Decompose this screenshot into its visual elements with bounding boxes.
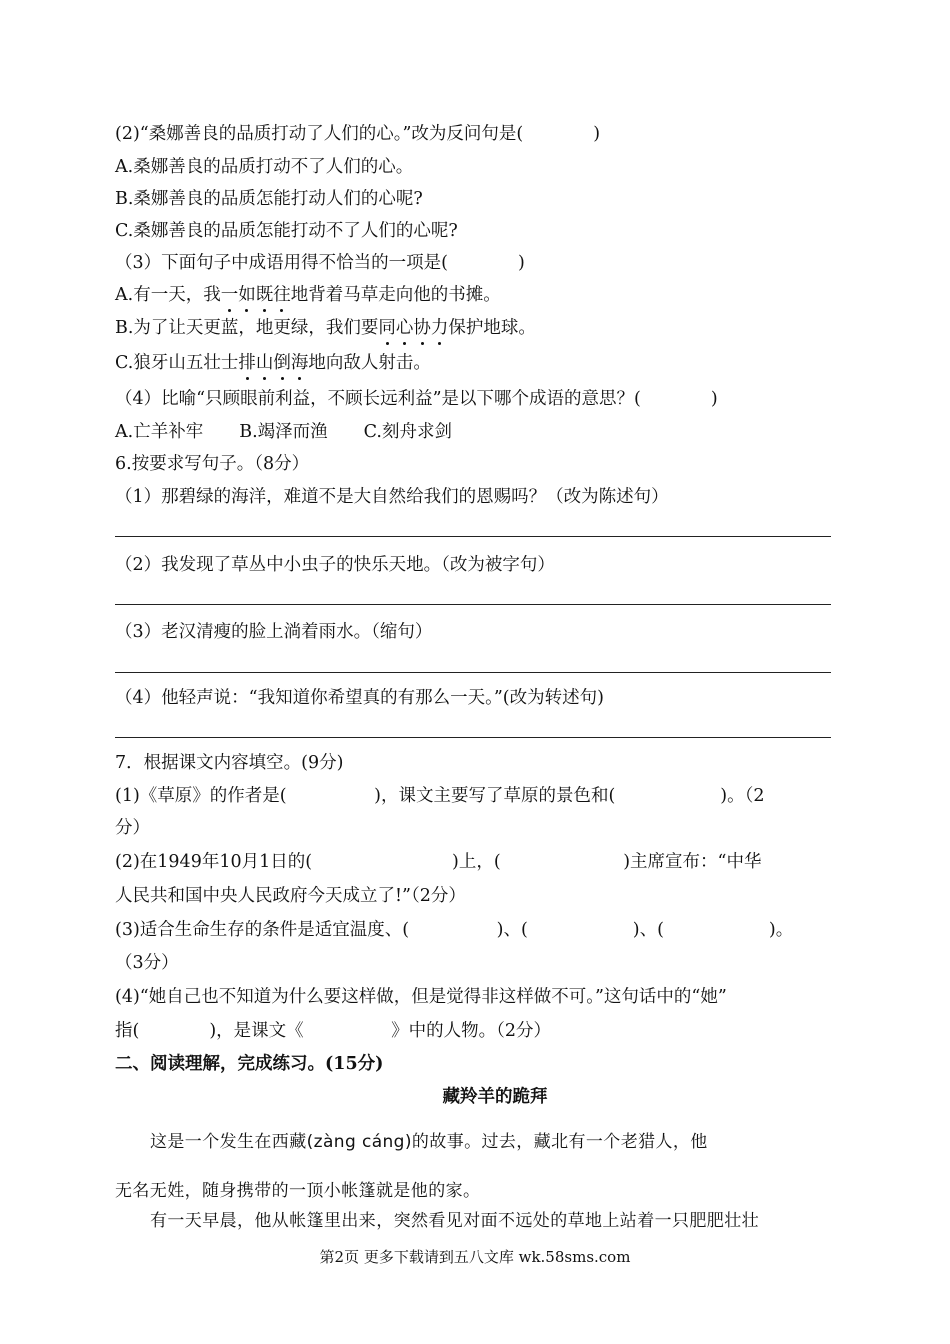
option-text: C.狼牙山五壮士 xyxy=(115,353,239,373)
emphasis-char: 倒 xyxy=(273,353,291,373)
answer-line-2[interactable] xyxy=(115,604,831,605)
q6-item-4: （4）他轻声说：“我知道你希望真的有那么一天。”(改为转述句) xyxy=(115,688,604,708)
q5-2-stem: (2)“桑娜善良的品质打动了人们的心。”改为反问句是( ) xyxy=(115,124,601,144)
emphasis-char: 如 xyxy=(238,285,256,305)
emphasis-char: 力 xyxy=(430,318,449,338)
q6-heading: 6.按要求写句子。（8分） xyxy=(115,454,310,474)
q7-line: 人民共和国中央人民政府今天成立了!”（2分） xyxy=(115,886,466,906)
emphasis-char: 山 xyxy=(255,353,274,373)
story-paragraph: 这是一个发生在西藏(zàng cáng)的故事。过去，藏北有一个老猎人，他 xyxy=(150,1132,708,1152)
emphasis-char: 协 xyxy=(413,318,431,338)
q7-line: (3)适合生命生存的条件是适宜温度、( )、( )、( )。 xyxy=(115,920,794,940)
option-text: 保护地球。 xyxy=(448,318,536,338)
q7-line: (4)“她自己也不知道为什么要这样做，但是觉得非这样做不可。”这句话中的“她” xyxy=(115,987,727,1007)
option-text: 地背着马草走向他的书摊。 xyxy=(290,285,501,305)
q7-line: （3分） xyxy=(115,953,179,973)
answer-line-4[interactable] xyxy=(115,737,831,738)
page-footer: 第2页 更多下载请到五八文库 wk.58sms.com xyxy=(319,1248,631,1266)
q5-2-option-c: C.桑娜善良的品质怎能打动不了人们的心呢? xyxy=(115,221,458,241)
q5-3-option-c xyxy=(115,351,431,375)
emphasis-char: 既 xyxy=(255,285,274,305)
section2-heading: 二、阅读理解，完成练习。(15分) xyxy=(115,1054,384,1074)
emphasis-char: 同 xyxy=(378,318,396,338)
q5-3-option-a xyxy=(115,283,501,307)
emphasis-char: 心 xyxy=(395,318,414,338)
q7-line: 指( )，是课文《 》中的人物。（2分） xyxy=(115,1021,552,1041)
emphasis-char: 排 xyxy=(238,353,256,373)
option-a: A.亡羊补牢 xyxy=(115,422,204,442)
q5-4-options xyxy=(115,420,452,444)
story-paragraph: 有一天早晨，他从帐篷里出来，突然看见对面不远处的草地上站着一只肥肥壮壮 xyxy=(150,1211,759,1231)
story-title: 藏羚羊的跪拜 xyxy=(442,1087,548,1107)
q5-3-stem: （3）下面句子中成语用得不恰当的一项是( ) xyxy=(115,253,525,273)
emphasis-char: 海 xyxy=(290,353,309,373)
q6-item-1: （1）那碧绿的海洋，难道不是大自然给我们的恩赐吗？（改为陈述句） xyxy=(115,487,669,507)
q7-heading: 7．根据课文内容填空。(9分) xyxy=(115,753,344,773)
q6-item-2: （2）我发现了草丛中小虫子的快乐天地。（改为被字句） xyxy=(115,555,555,575)
emphasis-char: 往 xyxy=(273,285,291,305)
story-paragraph: 无名无姓，随身携带的一顶小帐篷就是他的家。 xyxy=(115,1181,481,1201)
option-c: C.刻舟求剑 xyxy=(363,422,452,442)
q7-line: (2)在1949年10月1日的( )上，( )主席宣布：“中华 xyxy=(115,852,762,872)
option-text: B.为了让天更蓝，地更绿，我们要 xyxy=(115,318,379,338)
option-b: B.竭泽而渔 xyxy=(239,422,328,442)
option-text: A.有一天，我 xyxy=(115,285,221,305)
q7-line: 分） xyxy=(115,818,150,838)
q5-2-option-b: B.桑娜善良的品质怎能打动人们的心呢? xyxy=(115,189,423,209)
answer-line-3[interactable] xyxy=(115,672,831,673)
q6-item-3: （3）老汉清瘦的脸上淌着雨水。（缩句） xyxy=(115,622,433,642)
emphasis-char: 一 xyxy=(220,285,239,305)
answer-line-1[interactable] xyxy=(115,536,831,537)
q7-line: (1)《草原》的作者是( )，课文主要写了草原的景色和( )。（2 xyxy=(115,786,765,806)
q5-3-option-b xyxy=(115,316,536,340)
option-text: 地向敌人射击。 xyxy=(308,353,431,373)
q5-4-stem: （4）比喻“只顾眼前利益，不顾长远利益”是以下哪个成语的意思？( ) xyxy=(115,389,718,409)
q5-2-option-a: A.桑娜善良的品质打动不了人们的心。 xyxy=(115,157,414,177)
